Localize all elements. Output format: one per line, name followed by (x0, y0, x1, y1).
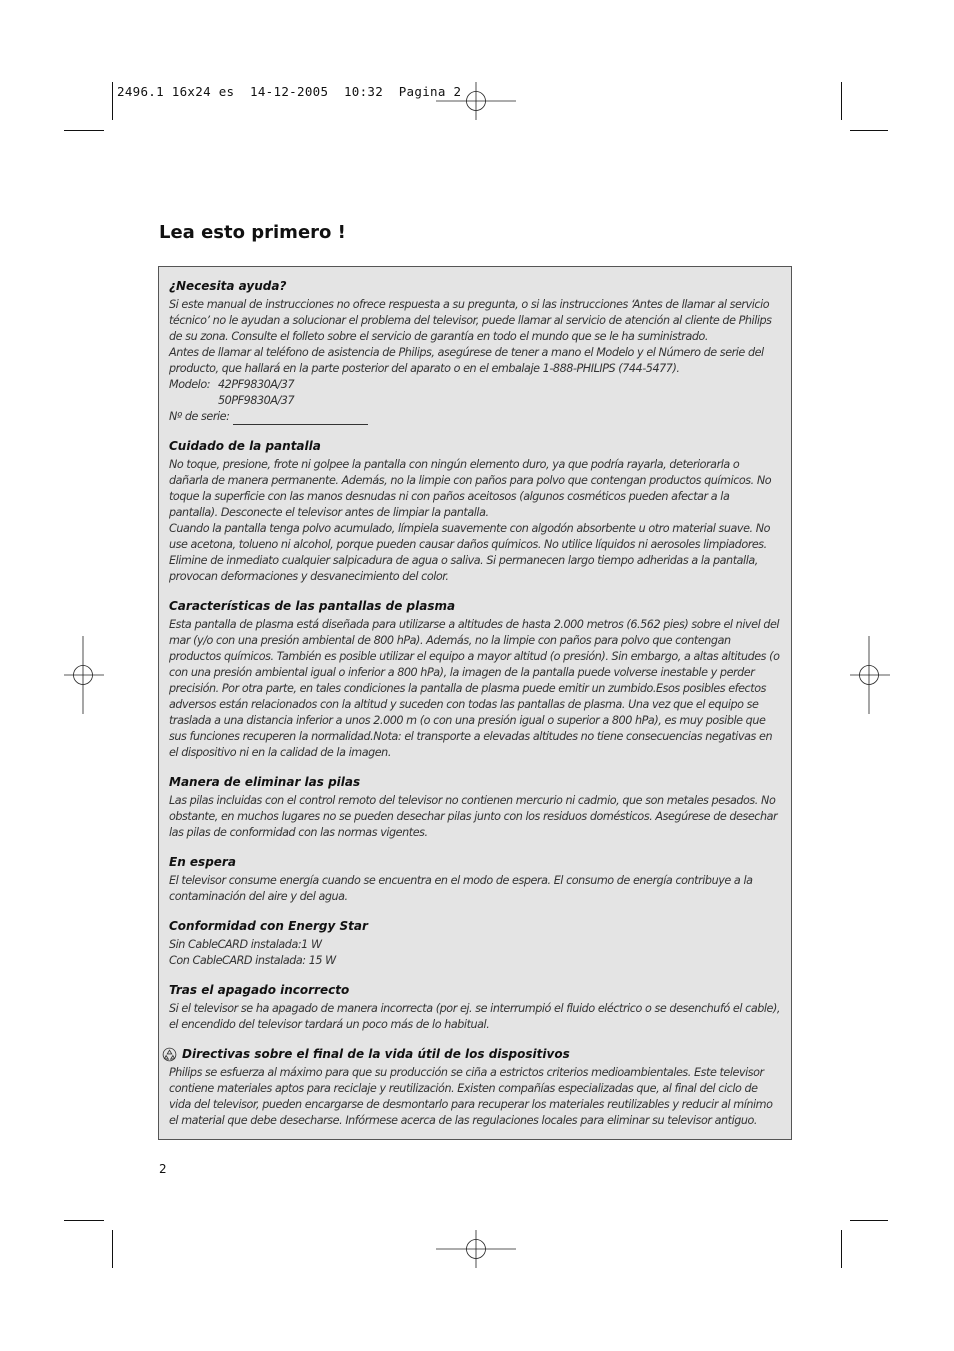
serial-number-blank (233, 412, 368, 425)
section-heading-text: Directivas sobre el final de la vida útil de los dispositivos (182, 1047, 570, 1061)
model-line-1 (169, 377, 781, 393)
crop-mark-top-left-vertical (112, 82, 113, 120)
page-title: Lea esto primero ! (159, 222, 346, 243)
section-heading (169, 278, 781, 294)
section-heading-text: Cuidado de la pantalla (169, 439, 321, 453)
section-heading (169, 438, 781, 454)
crop-mark-bottom-left-vertical (112, 1230, 113, 1268)
section-heading (169, 598, 781, 614)
batteries-paragraph-1: Las pilas incluidas con el control remoto del televisor no contienen mercurio ni cadmio, que son metales pesados. No obstante, en muchos lugares no se pueden desechar pilas junto con los residuos domésticos. Asegúrese de desechar las pilas de conformidad con las normas vigentes. (169, 794, 778, 839)
screen-care-paragraph-1: No toque, presione, frote ni golpee la pantalla con ningún elemento duro, ya que podría rayarla, deteriorarla o dañarla de manera permanente. Además, no la limpie con paños para polvo que contengan productos químicos. No toque la superficie con las manos desnudas ni con paños aceitosos (algunos cosméticos pueden afectar a la pantalla). Desconecte el televisor antes de limpiar la pantalla. (169, 458, 772, 519)
registration-mark-left (64, 636, 104, 714)
model-label: Modelo: (169, 378, 211, 391)
crop-mark-top-right-vertical (841, 82, 842, 120)
section-heading (169, 854, 781, 870)
registration-mark-bottom (436, 1230, 516, 1268)
section-heading-text: ¿Necesita ayuda? (169, 279, 287, 293)
printer-slug: 2496.1 16x24 es 14-12-2005 10:32 Pagina 2 (117, 84, 462, 99)
model-label-spacer (169, 393, 218, 409)
crop-mark-top-right-horizontal (850, 130, 888, 131)
registration-mark-top (436, 82, 516, 120)
section-end-of-life (169, 1046, 781, 1129)
section-energy-star (169, 918, 781, 969)
section-improper-shutdown (169, 982, 781, 1033)
section-heading-text: Tras el apagado incorrecto (169, 983, 350, 997)
section-heading-text: Características de las pantallas de plasma (169, 599, 456, 613)
section-body (169, 1065, 781, 1129)
section-heading-text: Conformidad con Energy Star (169, 919, 368, 933)
end-of-life-paragraph-1: Philips se esfuerza al máximo para que su producción se ciña a estrictos criterios medioambientales. Este televisor contiene materiales aptos para reciclaje y reutilización. Existen compañías especializadas que, al final del ciclo de vida del televisor, pueden encargarse de desmontarlo para recuperar los materiales reutilizables y reducir al mínimo el material que debe desecharse. Infórmese acerca de las regulaciones locales para eliminar su televisor antiguo. (169, 1066, 773, 1127)
section-batteries (169, 774, 781, 841)
section-plasma (169, 598, 781, 761)
section-screen-care (169, 438, 781, 585)
section-standby (169, 854, 781, 905)
crop-mark-top-left-horizontal (64, 130, 104, 131)
energy-star-line-1: Sin CableCARD instalada:1 W (169, 938, 322, 951)
recycle-icon (162, 1047, 177, 1062)
section-heading-text: En espera (169, 855, 236, 869)
section-body (169, 297, 781, 425)
info-box (158, 266, 792, 1140)
model-number-2: 50PF9830A/37 (218, 394, 295, 407)
energy-star-line-2: Con CableCARD instalada: 15 W (169, 954, 336, 967)
page-number: 2 (159, 1162, 167, 1176)
crop-mark-bottom-right-horizontal (850, 1220, 888, 1221)
standby-paragraph-1: El televisor consume energía cuando se encuentra en el modo de espera. El consumo de energía contribuye a la contaminación del aire y del agua. (169, 874, 753, 903)
section-heading-text: Manera de eliminar las pilas (169, 775, 361, 789)
section-heading (169, 982, 781, 998)
section-heading (169, 774, 781, 790)
registration-mark-right (850, 636, 890, 714)
serial-number-line (169, 409, 781, 425)
section-body (169, 793, 781, 841)
crop-mark-bottom-right-vertical (841, 1230, 842, 1268)
section-body (169, 937, 781, 969)
section-body (169, 457, 781, 585)
crop-mark-bottom-left-horizontal (64, 1220, 104, 1221)
help-paragraph-2: Antes de llamar al teléfono de asistencia de Philips, asegúrese de tener a mano el Modelo y el Número de serie del producto, que hallará en la parte posterior del aparato o en el embalaje 1-888-PHILIPS (744-5477). (169, 346, 764, 375)
model-number-1: 42PF9830A/37 (218, 378, 295, 391)
section-body (169, 1001, 781, 1033)
help-paragraph-1: Si este manual de instrucciones no ofrece respuesta a su pregunta, o si las instrucciones ‘Antes de llamar al servicio técnico’ no le ayudan a solucionar el problema del televisor, puede llamar al servicio de atención al cliente de Philips de su zona. Consulte el folleto sobre el servicio de garantía en todo el mundo que se le ha suministrado. (169, 298, 772, 343)
section-heading (169, 1046, 781, 1062)
plasma-paragraph-1: Esta pantalla de plasma está diseñada para utilizarse a altitudes de hasta 2.000 metros (6.562 pies) sobre el nivel del mar (y/o con una presión ambiental de 800 hPa). Además, no la limpie con paños para polvo que contengan productos químicos. También es posible utilizar el equipo a mayor altitud (o presión). Sin embargo, a altas altitudes (o con una presión ambiental igual o inferior a 800 hPa), la imagen de la pantalla puede volverse inestable y perder precisión. Por otra parte, en tales condiciones la pantalla de plasma puede emitir un zumbido.Esos posibles efectos adversos están relacionados con la altitud y suceden con todas las pantallas de plasma. Una vez que el equipo se traslada a una distancia inferior a unos 2.000 m (o con una presión igual o superior a 800 hPa), es muy posible que sus funciones recuperen la normalidad.Nota: el transporte a elevadas altitudes no tiene consecuencias negativas en el dispositivo ni en la calidad de la imagen. (169, 618, 780, 759)
improper-shutdown-paragraph-1: Si el televisor se ha apagado de manera incorrecta (por ej. se interrumpió el fluido eléctrico o se desenchufó el cable), el encendido del televisor tardará un poco más de lo habitual. (169, 1002, 780, 1031)
model-line-2 (169, 393, 781, 409)
section-help (169, 278, 781, 425)
section-heading (169, 918, 781, 934)
section-body (169, 873, 781, 905)
screen-care-paragraph-2: Cuando la pantalla tenga polvo acumulado, límpiela suavemente con algodón absorbente u otro material suave. No use acetona, tolueno ni alcohol, porque pueden causar daños químicos. No utilice líquidos ni aerosoles limpiadores. Elimine de inmediato cualquier salpicadura de agua o saliva. Si permanecen largo tiempo adheridas a la pantalla, provocan deformaciones y desvanecimiento del color. (169, 522, 771, 583)
section-body (169, 617, 781, 761)
serial-label: Nº de serie: (169, 410, 230, 423)
